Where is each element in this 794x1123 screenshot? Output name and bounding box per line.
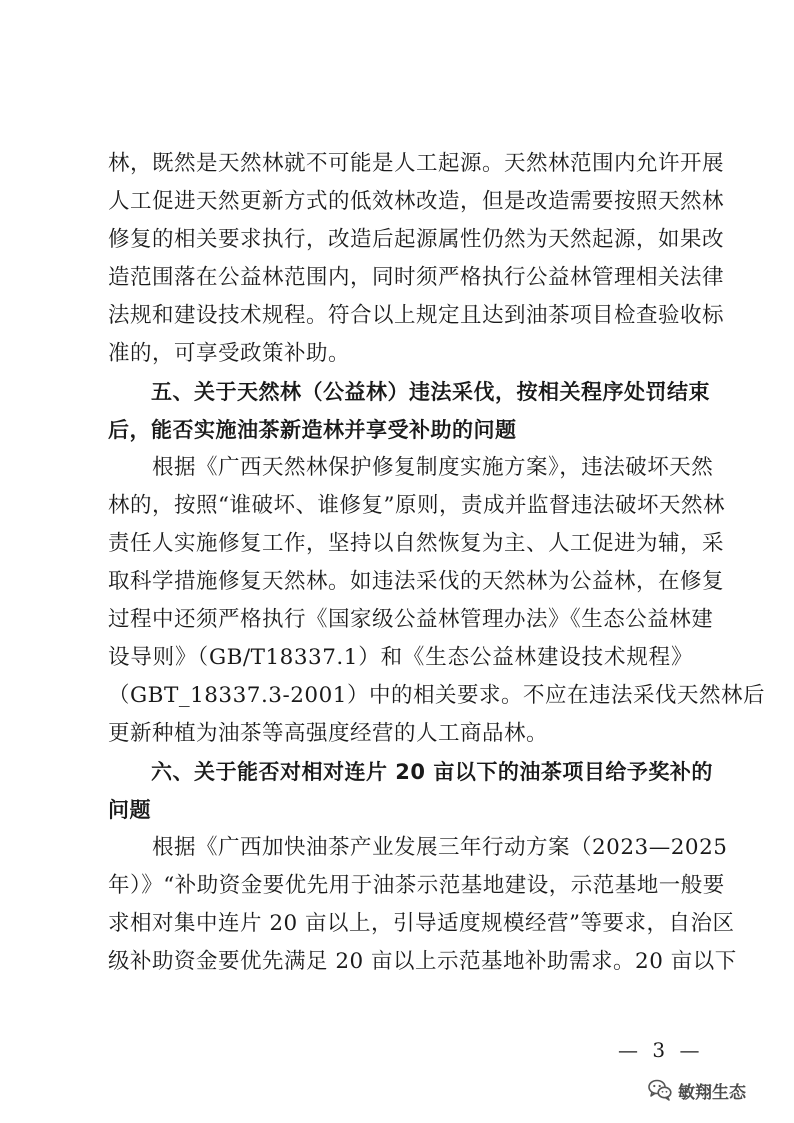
text-line: 修复的相关要求执行，改造后起源属性仍然为天然起源，如果改 (108, 227, 725, 252)
wechat-watermark (648, 1076, 746, 1104)
text-line: 求相对集中连片 20 亩以上，引导适度规模经营”等要求，自治区 (108, 911, 735, 936)
text-line: 设导则》（GB/T18337.1）和《生态公益林建设技术规程》 (108, 645, 693, 670)
text-line: 林，既然是天然林就不可能是人工起源。天然林范围内允许开展 (108, 151, 725, 176)
text-line: 更新种植为油茶等高强度经营的人工商品林。 (108, 721, 549, 746)
text-line: 取科学措施修复天然林。如违法采伐的天然林为公益林，在修复 (108, 569, 725, 594)
page-number: — 3 — (618, 1038, 704, 1062)
text-line: 级补助资金要优先满足 20 亩以上示范基地补助需求。20 亩以下 (108, 949, 737, 974)
section-heading-6: 六、关于能否对相对连片 20 亩以下的油茶项目给予奖补的 (108, 760, 713, 784)
text-line: 根据《广西天然林保护修复制度实施方案》，违法破坏天然 (108, 455, 714, 480)
section-heading-6-cont: 问题 (108, 798, 151, 822)
text-line: 根据《广西加快油茶产业发展三年行动方案（2023—2025 (108, 835, 728, 860)
watermark-label: 敏翔生态 (678, 1082, 746, 1103)
text-line: 过程中还须严格执行《国家级公益林管理办法》《生态公益林建 (108, 607, 714, 632)
section-heading-5: 五、关于天然林（公益林）违法采伐，按相关程序处罚结束 (108, 380, 710, 404)
wechat-icon (648, 1079, 672, 1101)
text-line: 法规和建设技术规程。符合以上规定且达到油茶项目检查验收标 (108, 303, 725, 328)
text-line: 年）》“补助资金要优先用于油茶示范基地建设，示范基地一般要 (108, 873, 725, 898)
text-line: 林的，按照“谁破坏、谁修复”原则，责成并监督违法破坏天然林 (108, 493, 725, 518)
text-line: 造范围落在公益林范围内，同时须严格执行公益林管理相关法律 (108, 265, 725, 290)
text-line: 人工促进天然更新方式的低效林改造，但是改造需要按照天然林 (108, 189, 725, 214)
text-line: 责任人实施修复工作，坚持以自然恢复为主、人工促进为辅，采 (108, 531, 725, 556)
document-body (108, 145, 765, 981)
section-heading-5-cont: 后，能否实施油茶新造林并享受补助的问题 (108, 418, 517, 442)
text-line: （GBT_18337.3-2001）中的相关要求。不应在违法采伐天然林后 (108, 683, 765, 708)
text-line: 准的，可享受政策补助。 (108, 341, 351, 366)
